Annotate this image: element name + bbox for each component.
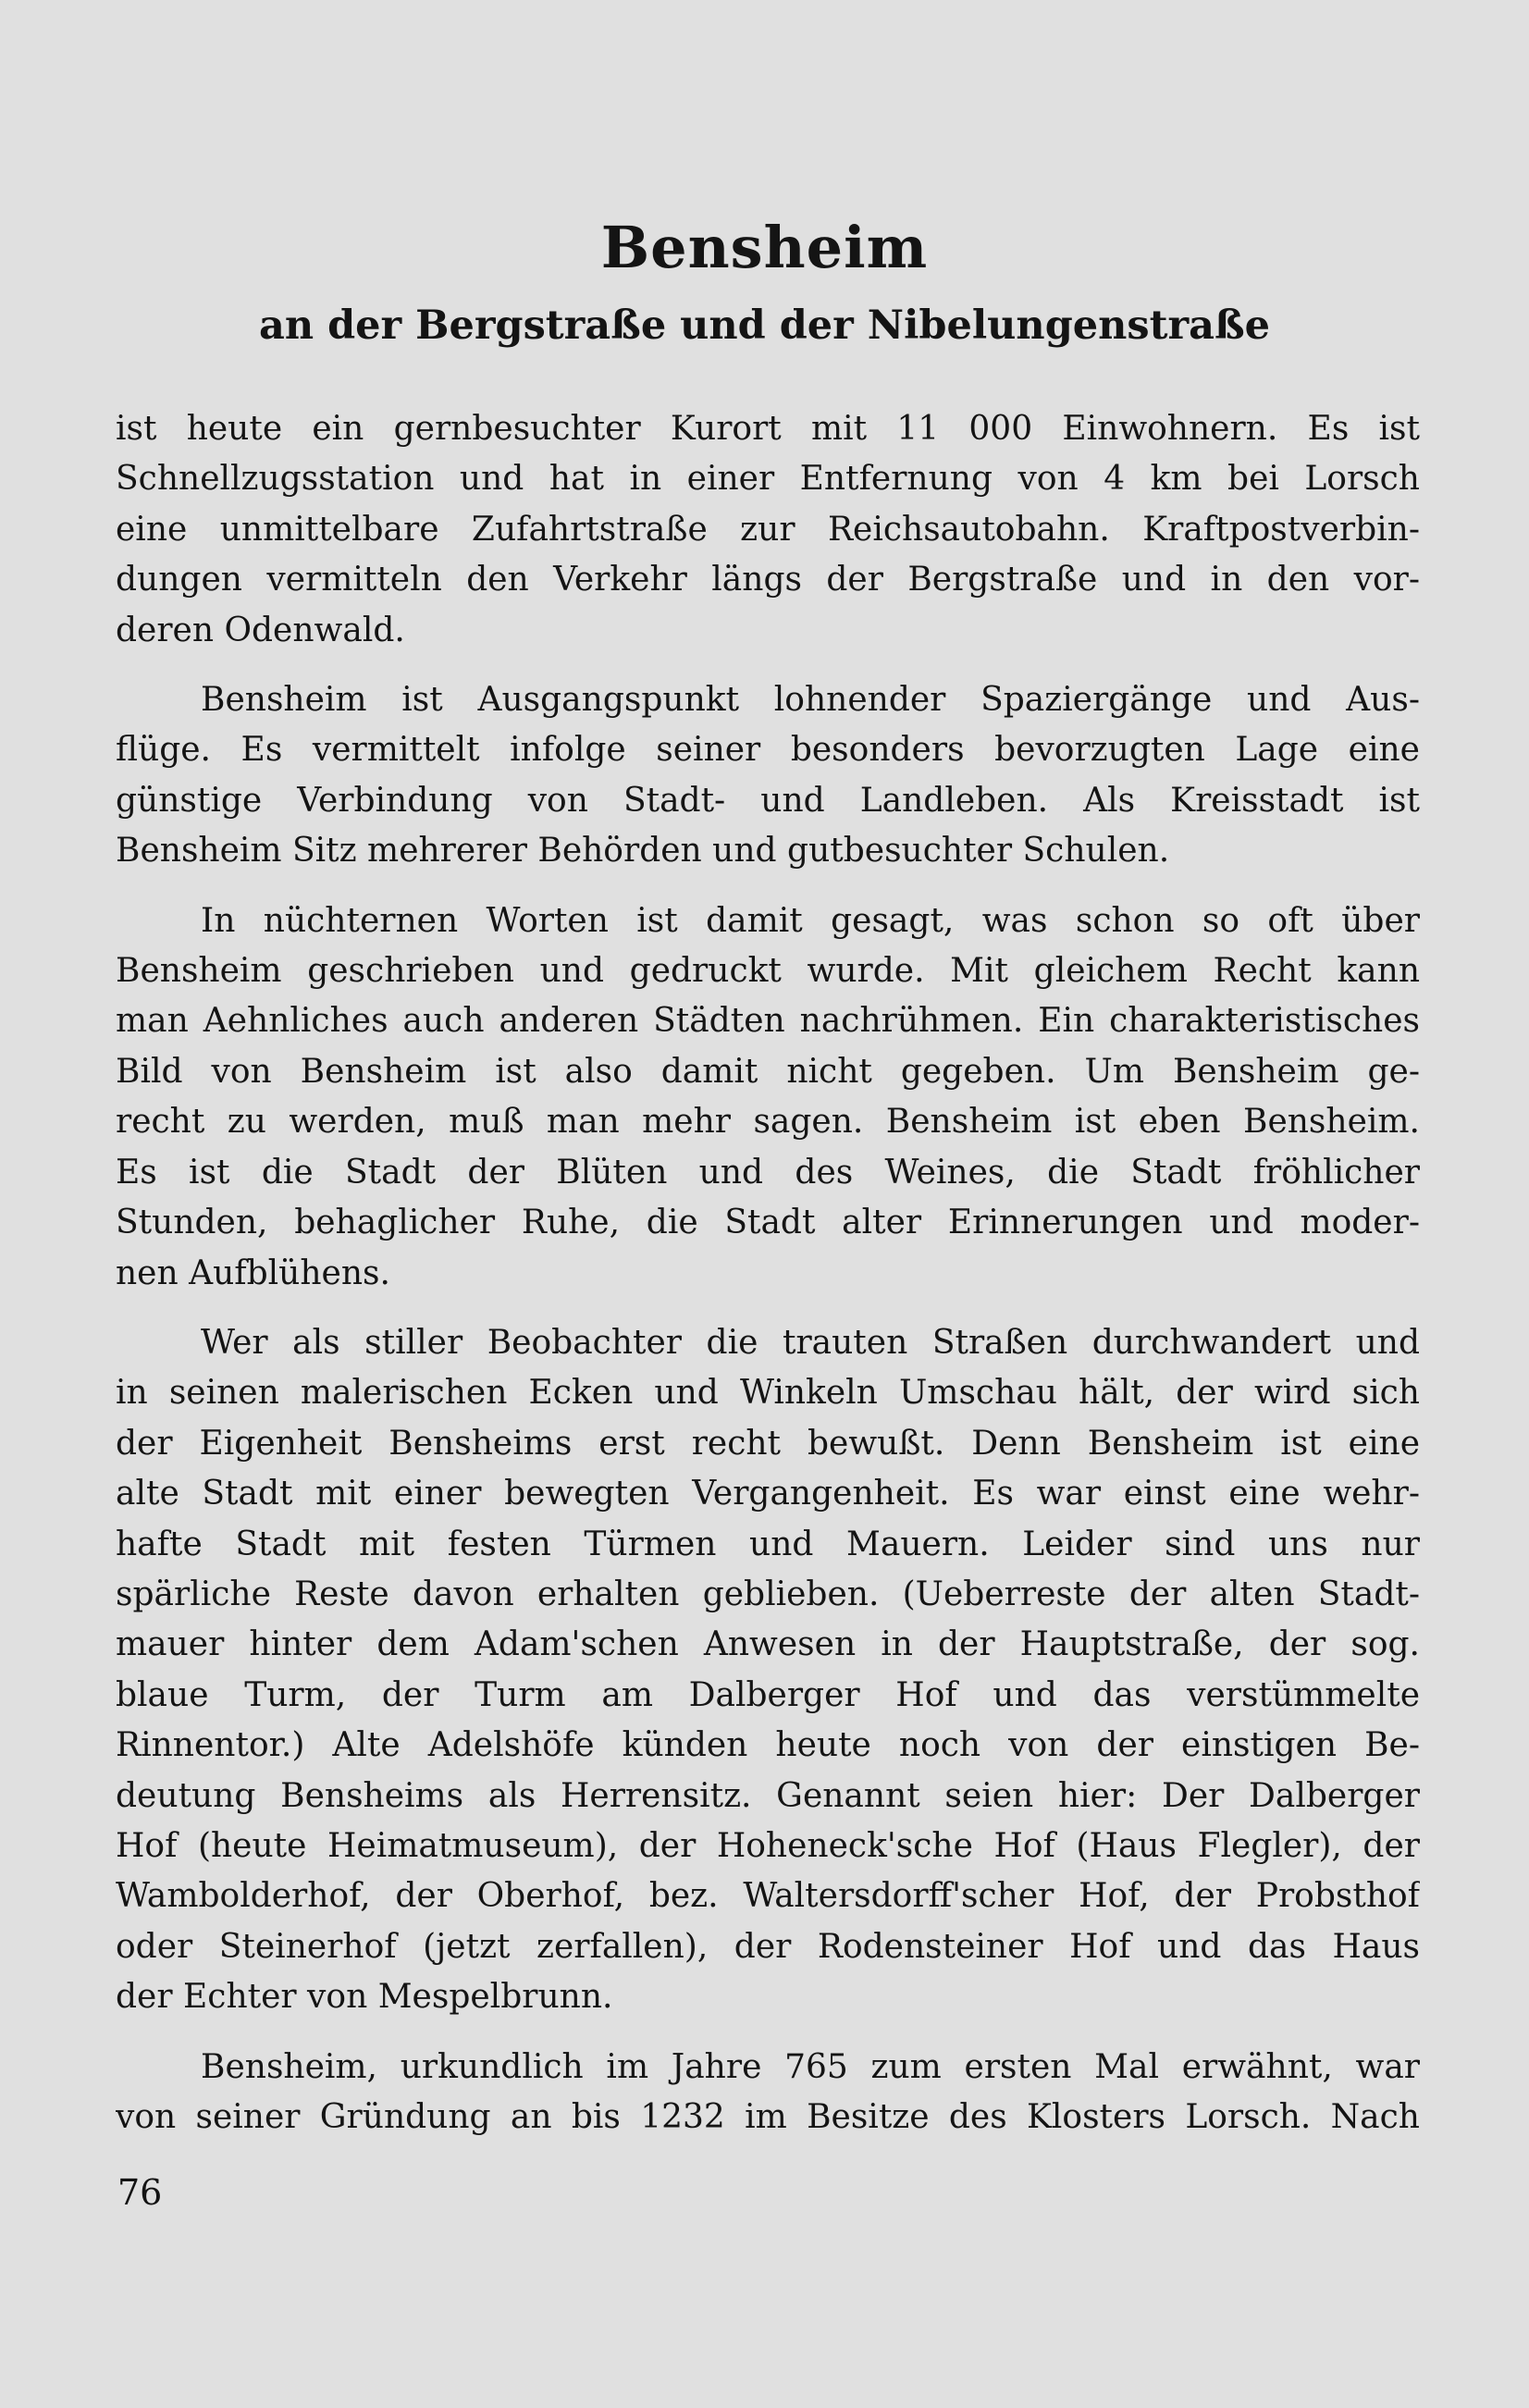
text-line: alte Stadt mit einer bewegten Vergangenheit. Es war einst eine wehr- bbox=[116, 1475, 1420, 1513]
text-line: Schnellzugsstation und hat in einer Entfernung von 4 km bei Lorsch bbox=[116, 460, 1420, 499]
text-line: Wer als stiller Beobachter die trauten Straßen durchwandert und bbox=[201, 1323, 1420, 1362]
page-title: Bensheim bbox=[600, 214, 929, 281]
text-line: Bensheim ist Ausgangspunkt lohnender Spaziergänge und Aus- bbox=[201, 681, 1420, 720]
text-line: nen Aufblühens. bbox=[116, 1253, 390, 1292]
text-line: mauer hinter dem Adam'schen Anwesen in der Hauptstraße, der sog. bbox=[116, 1625, 1420, 1664]
paragraph-4 bbox=[116, 1318, 1420, 2023]
text-line: Bensheim Sitz mehrerer Behörden und gutbesuchter Schulen. bbox=[116, 832, 1170, 871]
text-line: hafte Stadt mit festen Türmen und Mauern. Leider sind uns nur bbox=[116, 1525, 1420, 1563]
text-line: der Eigenheit Bensheims erst recht bewußt. Denn Bensheim ist eine bbox=[116, 1424, 1420, 1463]
text-line: günstige Verbindung von Stadt- und Landleben. Als Kreisstadt ist bbox=[116, 781, 1420, 820]
text-line: Bensheim geschrieben und gedruckt wurde. Mit gleichem Recht kann bbox=[116, 952, 1420, 991]
text-line: Stunden, behaglicher Ruhe, die Stadt alter Erinnerungen und moder- bbox=[116, 1204, 1420, 1242]
paragraph-2 bbox=[116, 675, 1420, 877]
text-line: in seinen malerischen Ecken und Winkeln Umschau hält, der wird sich bbox=[116, 1374, 1420, 1413]
text-line: deren Odenwald. bbox=[116, 611, 405, 649]
text-line: spärliche Reste davon erhalten geblieben. (Ueberreste der alten Stadt- bbox=[116, 1574, 1420, 1613]
text-line: blaue Turm, der Turm am Dalberger Hof und das verstümmelte bbox=[116, 1675, 1420, 1714]
paragraph-3 bbox=[116, 896, 1420, 1299]
text-line: Bild von Bensheim ist also damit nicht gegeben. Um Bensheim ge- bbox=[116, 1052, 1420, 1091]
page-number: 76 bbox=[117, 2172, 163, 2213]
text-line: eine unmittelbare Zufahrtstraße zur Reichsautobahn. Kraftpostverbin- bbox=[116, 510, 1420, 549]
text-line: flüge. Es vermittelt infolge seiner besonders bevorzugten Lage eine bbox=[116, 731, 1420, 770]
text-line: recht zu werden, muß man mehr sagen. Bensheim ist eben Bensheim. bbox=[116, 1103, 1420, 1142]
page-subtitle: an der Bergstraße und der Nibelungenstraße bbox=[259, 303, 1270, 349]
text-line: Hof (heute Heimatmuseum), der Hoheneck'sche Hof (Haus Flegler), der bbox=[116, 1826, 1420, 1865]
text-line: dungen vermitteln den Verkehr längs der Bergstraße und in den vor- bbox=[116, 561, 1420, 599]
text-line: ist heute ein gernbesuchter Kurort mit 11 000 Einwohnern. Es ist bbox=[116, 410, 1420, 448]
text-line: der Echter von Mespelbrunn. bbox=[116, 1978, 613, 2017]
text-line: Bensheim, urkundlich im Jahre 765 zum ersten Mal erwähnt, war bbox=[201, 2047, 1420, 2086]
text-line: von seiner Gründung an bis 1232 im Besitze des Klosters Lorsch. Nach bbox=[116, 2098, 1420, 2136]
text-line: oder Steinerhof (jetzt zerfallen), der Rodensteiner Hof und das Haus bbox=[116, 1927, 1420, 1966]
paragraph-5 bbox=[116, 2043, 1420, 2143]
text-line: In nüchternen Worten ist damit gesagt, was schon so oft über bbox=[201, 901, 1420, 940]
text-line: Es ist die Stadt der Blüten und des Weines, die Stadt fröhlicher bbox=[116, 1153, 1420, 1192]
text-line: deutung Bensheims als Herrensitz. Genannt seien hier: Der Dalberger bbox=[116, 1776, 1420, 1815]
text-line: Wambolderhof, der Oberhof, bez. Waltersdorff'scher Hof, der Probsthof bbox=[116, 1877, 1420, 1916]
text-line: Rinnentor.) Alte Adelshöfe künden heute noch von der einstigen Be- bbox=[116, 1726, 1420, 1765]
text-line: man Aehnliches auch anderen Städten nachrühmen. Ein charakteristisches bbox=[116, 1002, 1420, 1041]
paragraph-1 bbox=[116, 404, 1420, 656]
body-text bbox=[116, 404, 1420, 2143]
